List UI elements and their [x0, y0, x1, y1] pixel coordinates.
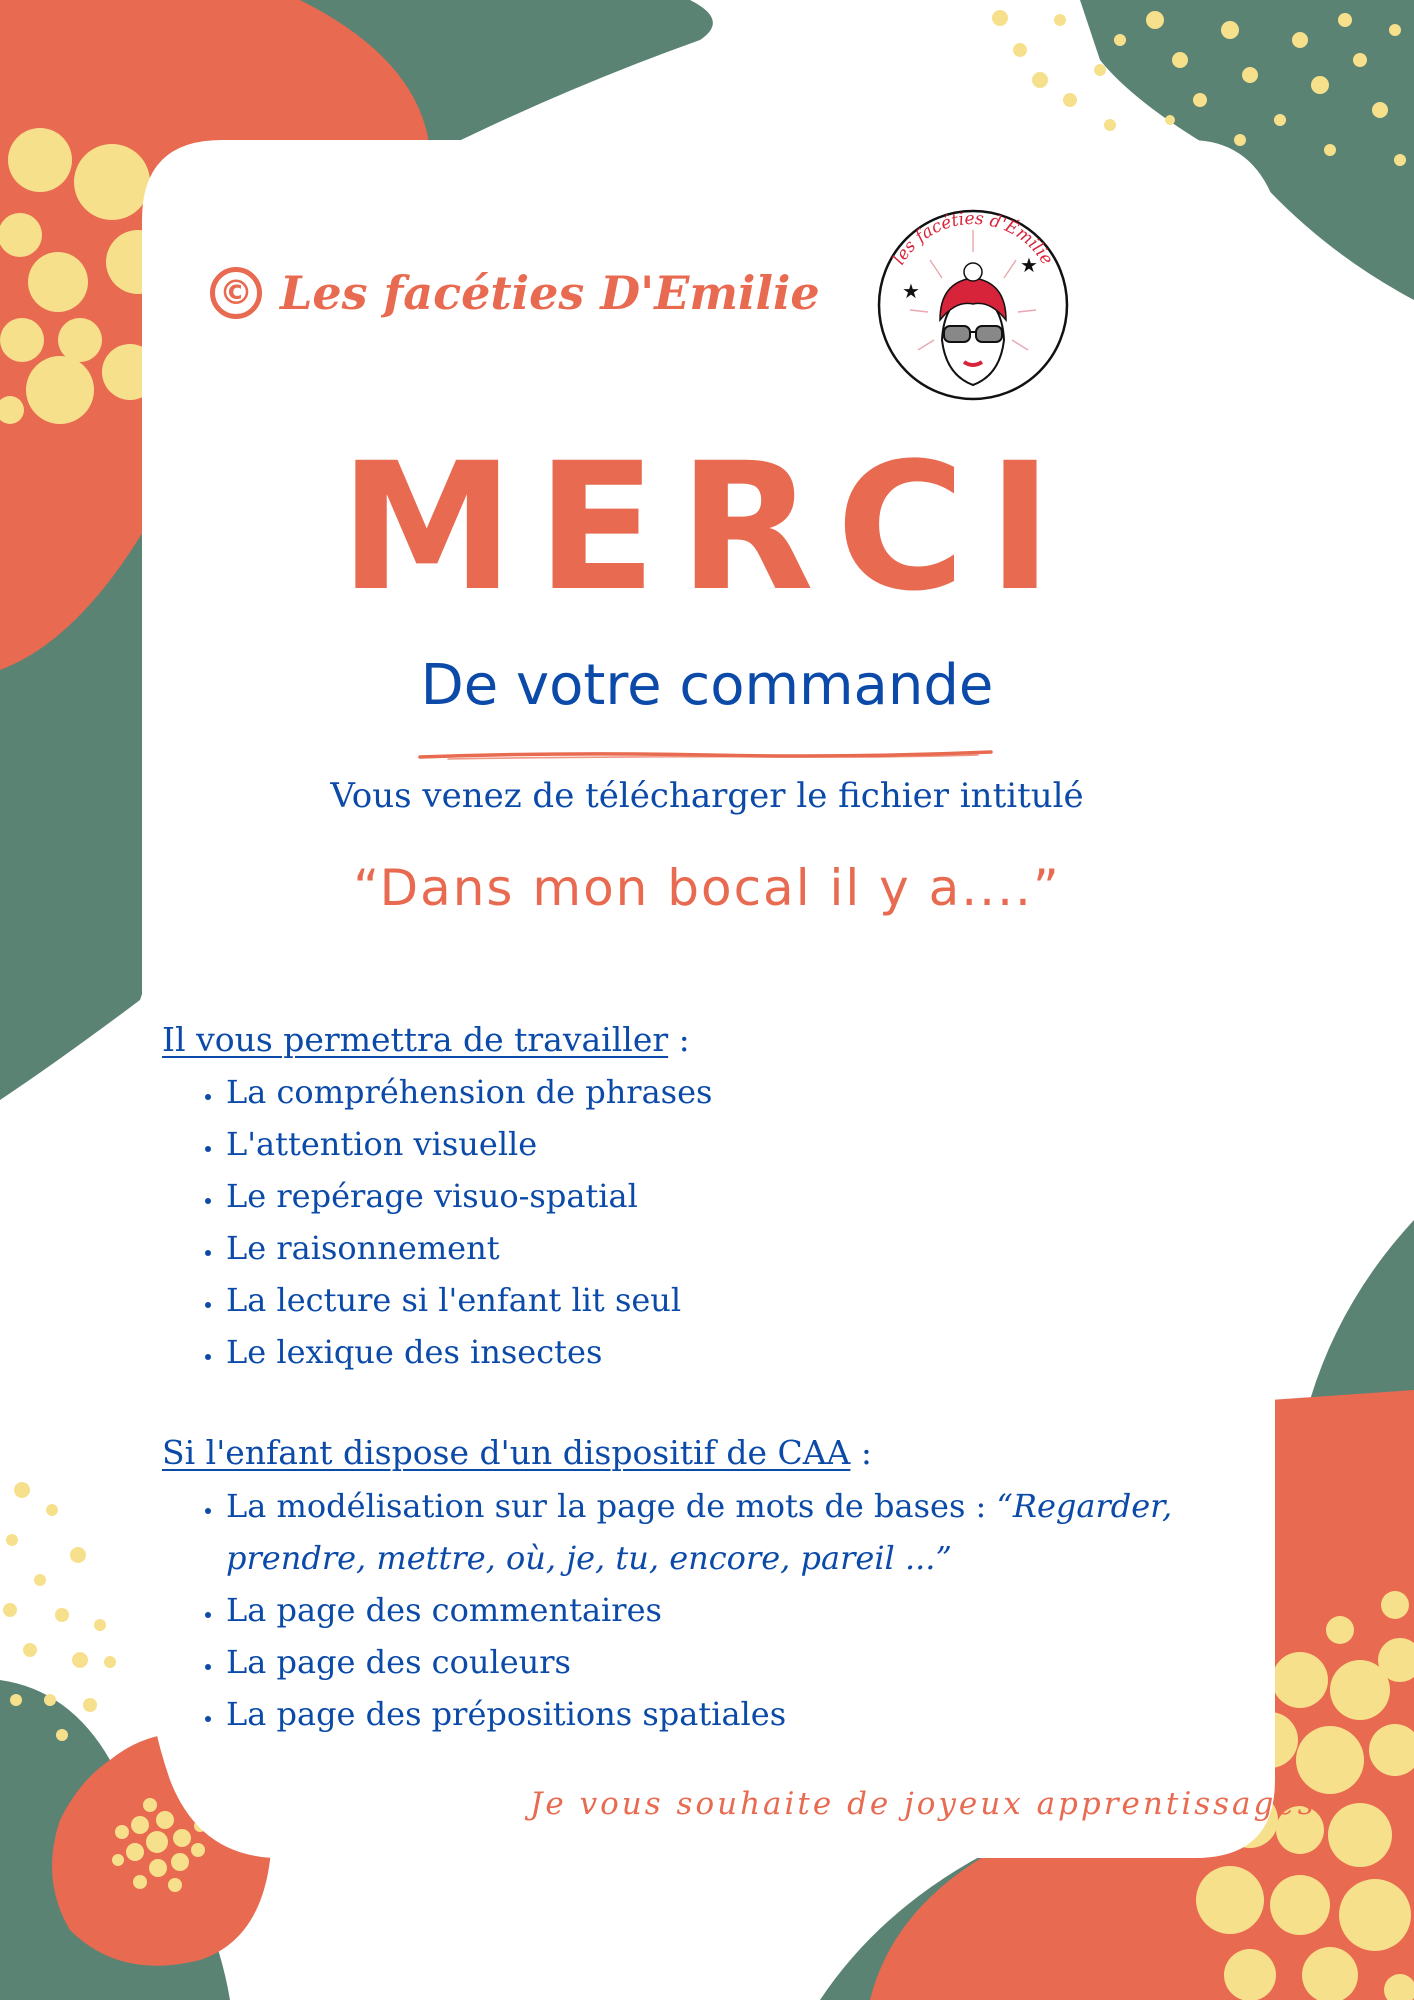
yellow-dots-bottom-left	[3, 1482, 116, 1741]
list-item: • L'attention visuelle	[224, 1118, 1204, 1170]
caa-heading-colon: :	[850, 1433, 872, 1472]
skills-heading	[162, 1020, 690, 1060]
subtitle: De votre commande	[420, 653, 994, 718]
brush-divider	[418, 748, 993, 762]
copyright-icon: ©	[210, 267, 262, 319]
caa-heading	[162, 1433, 872, 1473]
download-intro: Vous venez de télécharger le fichier intitulé	[330, 776, 1084, 816]
page-title: MERCI	[339, 425, 1075, 630]
list-item	[224, 1480, 1224, 1584]
list-item: • La page des prépositions spatiales	[224, 1688, 1224, 1740]
copyright-brand	[210, 255, 820, 331]
brand-name: Les facéties D'Emilie	[280, 266, 820, 320]
list-item: • La compréhension de phrases	[224, 1066, 1204, 1118]
logo-text: les facéties d'Émilie	[889, 208, 1057, 269]
caa-list	[162, 1480, 1224, 1740]
star-icon: ★	[902, 279, 920, 303]
caa-item-quote: “Regarder, prendre, mettre, où, je, tu, encore, pareil ...”	[226, 1487, 1173, 1577]
skills-list	[162, 1066, 1204, 1378]
caa-item-prefix: La modélisation sur la page de mots de bases :	[226, 1487, 997, 1525]
skills-heading-colon: :	[668, 1020, 690, 1059]
list-item: • La page des couleurs	[224, 1636, 1224, 1688]
list-item: • Le lexique des insectes	[224, 1326, 1204, 1378]
skills-heading-text: Il vous permettra de travailler	[162, 1020, 669, 1059]
caa-heading-text: Si l'enfant dispose d'un dispositif de CAA	[162, 1433, 851, 1472]
list-item: • Le raisonnement	[224, 1222, 1204, 1274]
list-item: • La lecture si l'enfant lit seul	[224, 1274, 1204, 1326]
list-item: • La page des commentaires	[224, 1584, 1224, 1636]
file-title: “Dans mon bocal il y a....”	[353, 859, 1061, 917]
closing-message: Je vous souhaite de joyeux apprentissages	[530, 1786, 1317, 1822]
brand-logo	[870, 200, 1076, 406]
star-icon: ★	[1020, 253, 1038, 277]
list-item: • Le repérage visuo-spatial	[224, 1170, 1204, 1222]
